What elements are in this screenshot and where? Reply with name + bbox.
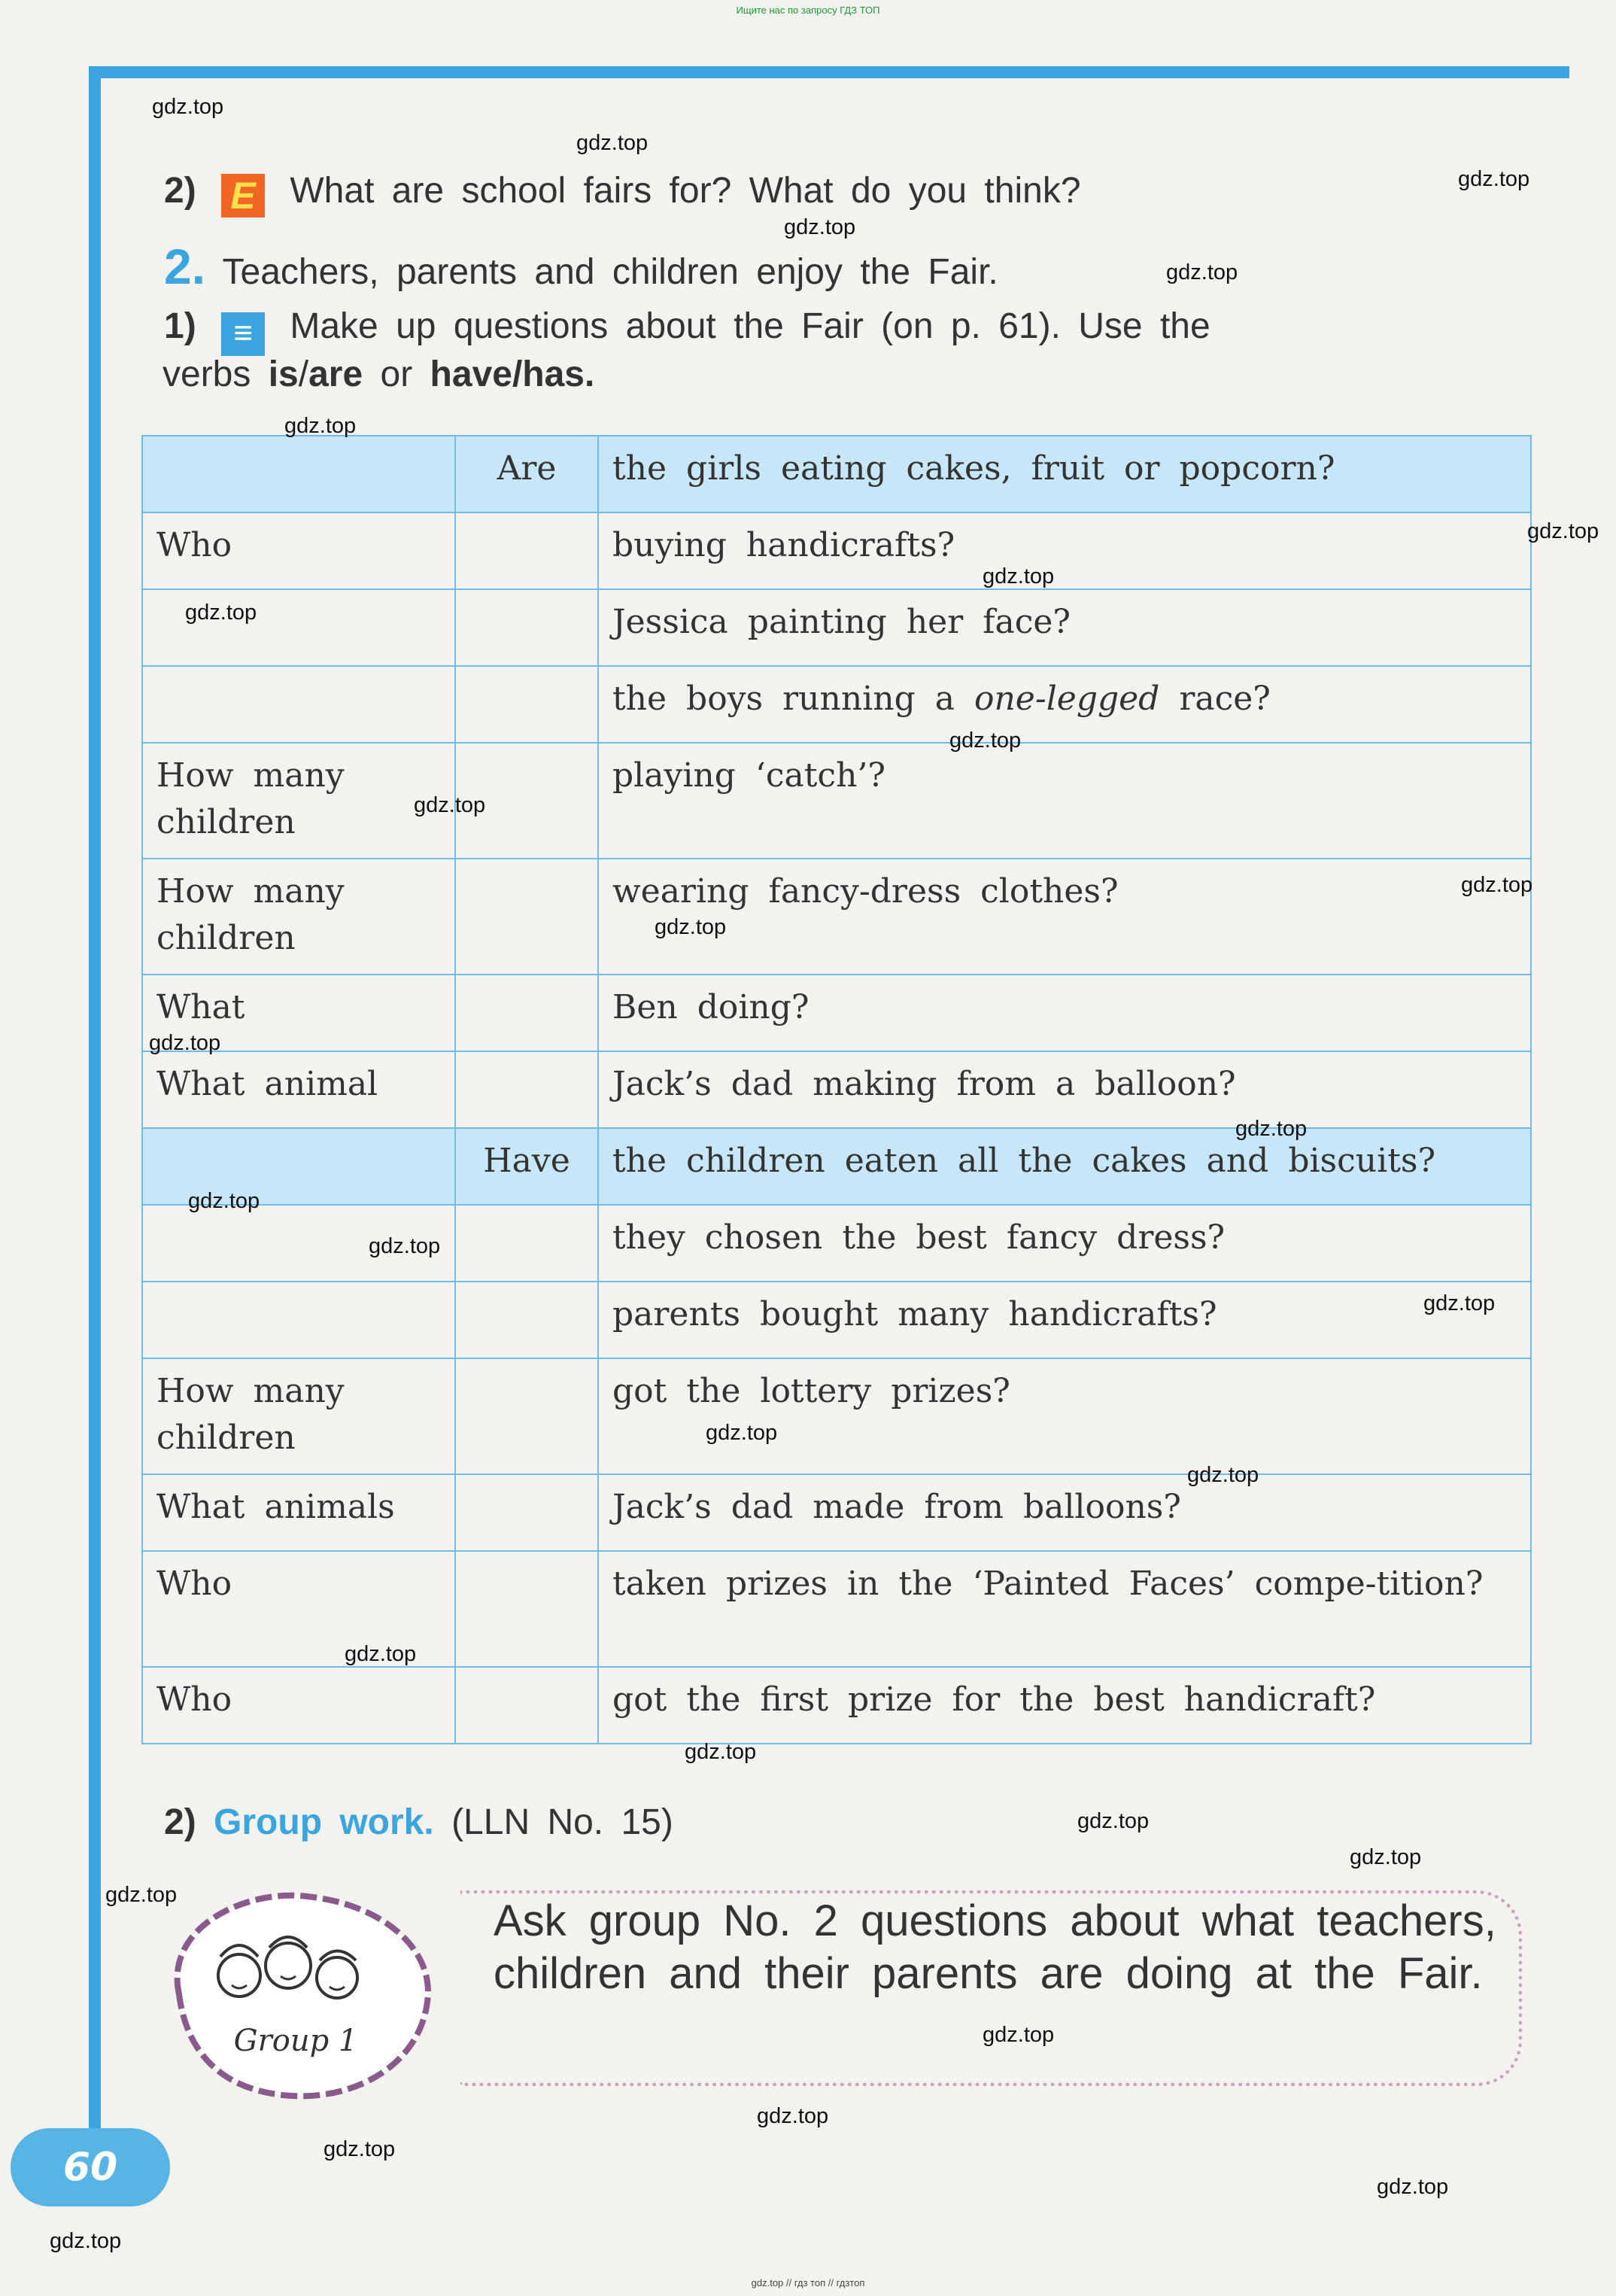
- cell-aux: [455, 666, 598, 743]
- watermark: gdz.top: [185, 601, 257, 625]
- cell-wh: How many children: [142, 1358, 455, 1474]
- table-row: [142, 512, 1531, 589]
- task-text-line1: Make up questions about the Fair (on p. 61). Use the: [290, 306, 1210, 346]
- cell-wh: Who: [142, 512, 455, 589]
- cell-wh: [142, 1282, 455, 1358]
- task-number: 2): [164, 1802, 196, 1842]
- table-row: [142, 1205, 1531, 1282]
- watermark: gdz.top: [706, 1421, 778, 1445]
- table-row: [142, 1282, 1531, 1358]
- task-number: 2.: [164, 239, 206, 294]
- cell-wh: Who: [142, 1667, 455, 1744]
- cell-rest: Ben doing?: [598, 975, 1531, 1051]
- cell-wh: What animals: [142, 1474, 455, 1551]
- cell-rest: Jack’s dad making from a balloon?: [598, 1051, 1531, 1128]
- watermark: gdz.top: [949, 728, 1022, 753]
- slash: /: [298, 354, 309, 394]
- cell-rest: [598, 666, 1531, 743]
- text-part: race?: [1179, 680, 1271, 718]
- header-note: Ищите нас по запросу ГДЗ ТОП: [736, 5, 880, 16]
- watermark: gdz.top: [1187, 1463, 1259, 1487]
- cell-aux: [455, 1358, 598, 1474]
- watermark: gdz.top: [1377, 2175, 1449, 2199]
- task-2-1-line2: [163, 354, 594, 395]
- watermark: gdz.top: [1461, 873, 1533, 897]
- verb-have-has: have/has.: [430, 354, 595, 394]
- cell-rest: the girls eating cakes, fruit or popcorn?: [598, 436, 1531, 512]
- watermark: gdz.top: [784, 215, 856, 239]
- footer-note: gdz.top // гдз топ // гдзтоп: [751, 2277, 865, 2288]
- text-part: the boys running a: [612, 680, 955, 718]
- cell-aux: [455, 1051, 598, 1128]
- e-icon: E: [221, 174, 265, 217]
- table-row: [142, 743, 1531, 859]
- verb-is: is: [268, 354, 299, 394]
- or-word: or: [380, 354, 413, 394]
- table-row: [142, 589, 1531, 666]
- task-2: [164, 238, 998, 295]
- watermark: gdz.top: [105, 1883, 178, 1907]
- task-text: What are school fairs for? What do you think?: [290, 171, 1081, 211]
- watermark: gdz.top: [1235, 1117, 1308, 1141]
- watermark: gdz.top: [576, 131, 649, 155]
- watermark: gdz.top: [188, 1189, 260, 1213]
- cell-aux: Have: [455, 1128, 598, 1205]
- italic-word: one-legged: [974, 680, 1160, 718]
- watermark: gdz.top: [1077, 1809, 1150, 1833]
- task-2-1: [164, 306, 1210, 356]
- cell-aux: [455, 1551, 598, 1667]
- watermark: gdz.top: [50, 2229, 122, 2253]
- cell-aux: Are: [455, 436, 598, 512]
- table-row: [142, 975, 1531, 1051]
- table-row: [142, 666, 1531, 743]
- cell-rest: parents bought many handicrafts?: [598, 1282, 1531, 1358]
- cell-wh: What: [142, 975, 455, 1051]
- cell-wh: What animal: [142, 1051, 455, 1128]
- cell-rest: wearing fancy-dress clothes?: [598, 859, 1531, 975]
- watermark: gdz.top: [284, 414, 357, 438]
- table-row: [142, 1128, 1531, 1205]
- watermark: gdz.top: [369, 1234, 441, 1258]
- cell-wh: Who: [142, 1551, 455, 1667]
- task-number: 1): [164, 306, 196, 346]
- cell-rest: taken prizes in the ‘Painted Faces’ compe-tition?: [598, 1551, 1531, 1667]
- list-icon: ≡: [221, 312, 265, 356]
- cell-rest: they chosen the best fancy dress?: [598, 1205, 1531, 1282]
- cell-aux: [455, 975, 598, 1051]
- table-row: [142, 1051, 1531, 1128]
- watermark: gdz.top: [152, 95, 224, 119]
- watermark: gdz.top: [983, 2023, 1055, 2047]
- task-text: Teachers, parents and children enjoy the Fair.: [222, 252, 998, 292]
- page-number: 60: [11, 2128, 170, 2206]
- lln-ref: (LLN No. 15): [451, 1802, 673, 1842]
- table-row: [142, 859, 1531, 975]
- cell-rest: playing ‘catch’?: [598, 743, 1531, 859]
- table-row: [142, 1358, 1531, 1474]
- watermark: gdz.top: [1166, 260, 1238, 284]
- frame-top-bar: [89, 66, 1569, 78]
- watermark: gdz.top: [345, 1642, 417, 1666]
- cell-rest: buying handicrafts?: [598, 512, 1531, 589]
- cell-aux: [455, 1205, 598, 1282]
- watermark: gdz.top: [1527, 519, 1599, 543]
- table-row: [142, 1667, 1531, 1744]
- cell-rest: got the first prize for the best handicraft?: [598, 1667, 1531, 1744]
- cell-aux: [455, 1667, 598, 1744]
- cell-aux: [455, 1282, 598, 1358]
- watermark: gdz.top: [983, 564, 1055, 588]
- task-1-2: [164, 170, 1081, 217]
- watermark: gdz.top: [685, 1740, 757, 1764]
- cell-wh: [142, 436, 455, 512]
- group-work-label: Group work.: [214, 1802, 434, 1842]
- table-row: [142, 1474, 1531, 1551]
- cell-wh: How many children: [142, 859, 455, 975]
- task-2-2: [164, 1802, 673, 1843]
- watermark: gdz.top: [1458, 167, 1530, 191]
- questions-table: [141, 435, 1532, 1744]
- group-badge-label: Group 1: [233, 2024, 358, 2058]
- frame-left-bar: [89, 66, 101, 2158]
- watermark: gdz.top: [324, 2137, 396, 2161]
- task-number: 2): [164, 171, 196, 211]
- watermark: gdz.top: [414, 793, 486, 817]
- cell-aux: [455, 512, 598, 589]
- cell-rest: Jessica painting her face?: [598, 589, 1531, 666]
- watermark: gdz.top: [1350, 1845, 1422, 1869]
- watermark: gdz.top: [757, 2104, 829, 2128]
- cell-aux: [455, 1474, 598, 1551]
- cell-aux: [455, 859, 598, 975]
- table-row: [142, 436, 1531, 512]
- cell-wh: [142, 666, 455, 743]
- watermark: gdz.top: [149, 1031, 221, 1055]
- group-1-badge: [156, 1881, 442, 2107]
- cell-wh: How many children: [142, 743, 455, 859]
- bubble-text: Ask group No. 2 questions about what teachers, children and their parents are doing at the Fair.: [494, 1896, 1496, 1998]
- cell-rest: the children eaten all the cakes and biscuits?: [598, 1128, 1531, 1205]
- cell-rest: got the lottery prizes?: [598, 1358, 1531, 1474]
- watermark: gdz.top: [655, 915, 727, 939]
- watermark: gdz.top: [1423, 1291, 1496, 1315]
- cell-rest: Jack’s dad made from balloons?: [598, 1474, 1531, 1551]
- verbs-label: verbs: [163, 354, 251, 394]
- cell-aux: [455, 589, 598, 666]
- verb-are: are: [308, 354, 363, 394]
